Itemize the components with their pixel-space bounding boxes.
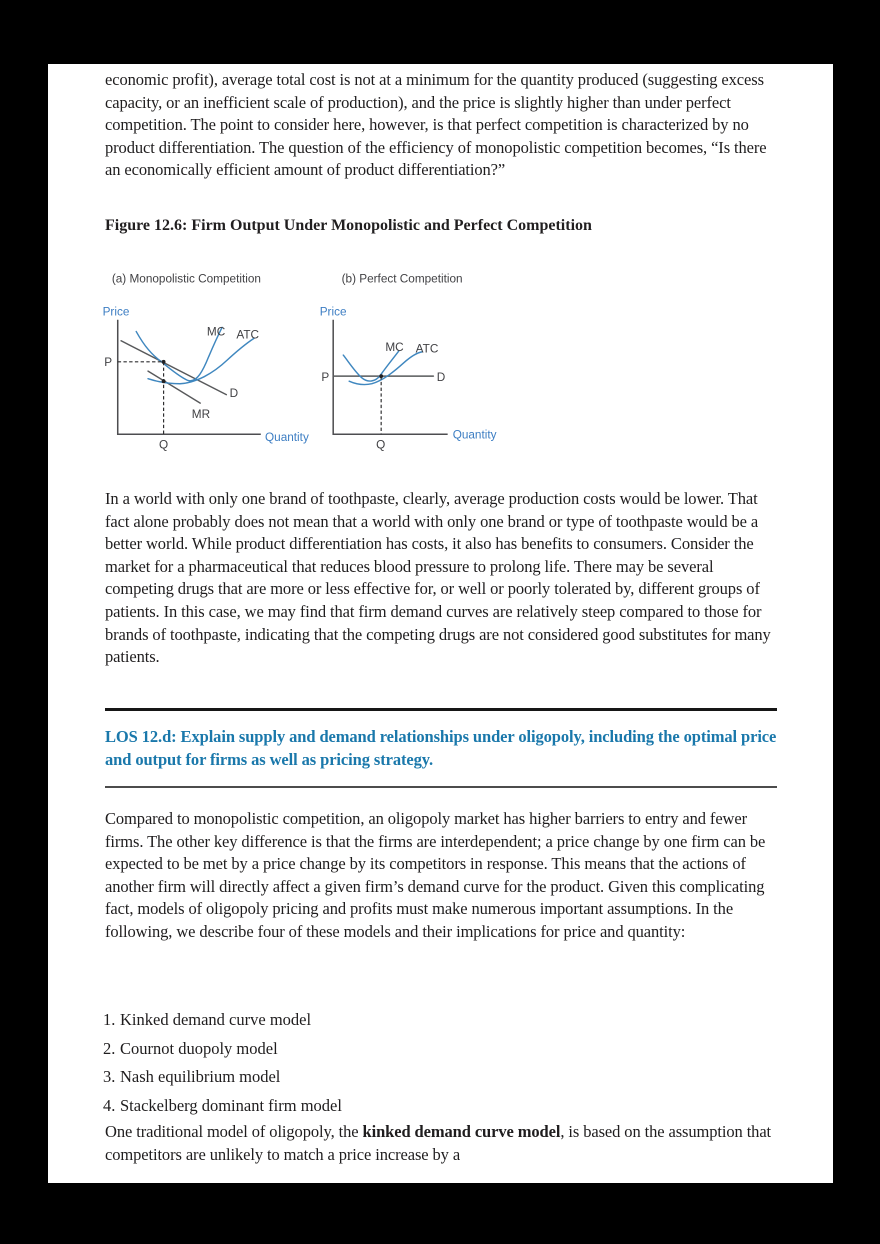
los-heading: LOS 12.d: Explain supply and demand relationships under oligopoly, including the optimal price and output for firms as well as pricing strategy.: [105, 727, 777, 769]
panel-b-equilibrium-point: [379, 374, 383, 378]
paragraph-kinked-before: One traditional model of oligopoly, the: [105, 1122, 363, 1141]
panel-a-y-axis-label: Price: [102, 305, 130, 319]
panel-b-mc-label: MC: [385, 340, 404, 354]
panel-b-axes: [333, 320, 447, 434]
paragraph-efficiency: economic profit), average total cost is not at a minimum for the quantity produced (suggesting excess capacity, or an inefficient scale of production), and the price is slightly higher than under perfect competition. The point to consider here, however, is that perfect competition is characterized by no product differentiation. The question of the efficiency of monopolistic competition becomes, “Is there an economically efficient amount of product differentiation?”: [105, 70, 767, 180]
panel-a-x-axis-label: Quantity: [265, 430, 309, 444]
panel-b-atc-label: ATC: [415, 342, 439, 356]
paragraph-kinked-demand: [105, 1121, 781, 1166]
panel-b-y-axis-label: Price: [319, 305, 347, 319]
panel-a-p-label: P: [104, 356, 113, 370]
list-item-number: 1.: [103, 1010, 116, 1029]
list-item: [103, 1095, 779, 1117]
list-item-text: Stackelberg dominant firm model: [120, 1095, 342, 1115]
panel-a-price-point: [162, 360, 166, 364]
figure-12-6-svg: [95, 250, 600, 472]
list-item-text: Nash equilibrium model: [120, 1067, 281, 1086]
document-page: [48, 64, 833, 1183]
model-list: [103, 1009, 779, 1123]
panel-a-monopolistic: [103, 306, 309, 452]
panel-b-title: (b) Perfect Competition: [341, 272, 463, 286]
panel-b-x-axis-label: Quantity: [452, 428, 497, 442]
panel-b-perfect: [320, 306, 497, 452]
list-item: [103, 1038, 779, 1060]
los-rule-bottom: [105, 786, 777, 788]
list-item: [103, 1066, 779, 1088]
panel-a-mr-line: [148, 371, 200, 403]
panel-a-mr-mc-point: [162, 379, 166, 383]
panel-b-q-label: Q: [376, 438, 386, 452]
panel-a-mr-label: MR: [191, 408, 211, 422]
panel-a-q-label: Q: [158, 438, 169, 452]
list-item-number: 4.: [103, 1095, 116, 1115]
panel-a-demand-label: D: [229, 387, 239, 401]
list-item-number: 2.: [103, 1038, 116, 1058]
paragraph-toothpaste: In a world with only one brand of toothpaste, clearly, average production costs would be lower. That fact alone probably does not mean that a world with only one brand or type of toothpaste would be a better world. While product differentiation has costs, it also has benefits to consumers. Consider the market for a pharmaceutical that reduces blood pressure to prolong life. There may be several competing drugs that are more or less effective for, or well or poorly tolerated by, different groups of patients. In this case, we may find that firm demand curves are relatively steep compared to those for brands of toothpaste, indicating that the competing drugs are not considered good substitutes for many patients.: [105, 489, 771, 667]
paragraph-kinked-after: , is based on the assumption that competitors are unlikely to match a price increase by a: [105, 1122, 772, 1164]
panel-a-title: (a) Monopolistic Competition: [111, 272, 261, 286]
panel-b-p-label: P: [321, 371, 330, 385]
list-item-number: 3.: [103, 1067, 116, 1086]
figure-12-6: [95, 250, 600, 472]
panel-a-atc-label: ATC: [236, 328, 260, 342]
los-rule-top: [105, 708, 777, 711]
figure-caption: Figure 12.6: Firm Output Under Monopolistic and Perfect Competition: [105, 217, 592, 234]
paragraph-oligopoly: Compared to monopolistic competition, an oligopoly market has higher barriers to entry and fewer firms. The other key difference is that the firms are interdependent; a price change by one firm can be expected to be met by a price change by its competitors in response. This means that the actions of another firm will directly affect a given firm’s demand curve for the product. Given this complicating fact, models of oligopoly pricing and profits must make numerous important assumptions. In the following, we describe four of these models and their implications for price and quantity:: [105, 809, 766, 941]
list-item: [103, 1009, 779, 1031]
list-item-text: Cournot duopoly model: [120, 1038, 278, 1058]
list-item-text: Kinked demand curve model: [120, 1010, 312, 1029]
panel-b-demand-label: D: [436, 371, 446, 385]
paragraph-kinked-bold-term: kinked demand curve model: [362, 1122, 561, 1141]
panel-a-mc-label: MC: [206, 325, 226, 339]
